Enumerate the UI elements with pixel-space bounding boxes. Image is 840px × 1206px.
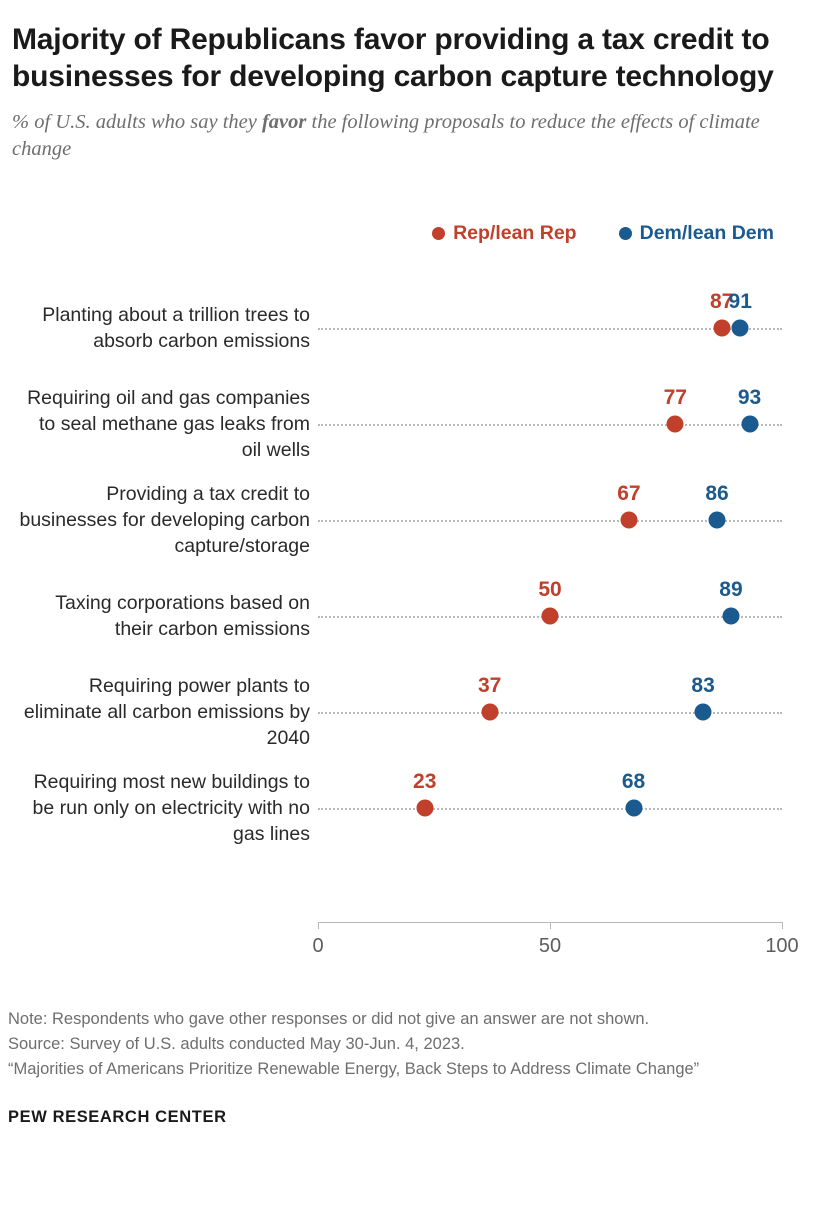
data-point-dem (732, 320, 749, 337)
data-label-rep: 23 (413, 770, 437, 793)
row-label: Providing a tax credit to businesses for developing carbon capture/storage (19, 482, 310, 558)
axis-tick (550, 922, 551, 929)
axis-tick (318, 922, 319, 929)
data-label-rep: 87 (709, 290, 734, 313)
subtitle-emphasis: favor (261, 111, 307, 134)
data-point-rep (542, 608, 559, 625)
data-point-rep (416, 800, 433, 817)
footer-source: Source: Survey of U.S. adults conducted May 30-Jun. 4, 2023. (8, 1035, 465, 1054)
axis-tick-label: 0 (312, 935, 324, 957)
chart-page (0, 22, 840, 1206)
dot-plot-row (0, 472, 840, 568)
legend-label-dem: Dem/lean Dem (639, 222, 774, 244)
data-label-rep: 37 (477, 674, 502, 697)
data-point-rep (667, 416, 684, 433)
data-label-rep: 67 (617, 482, 641, 505)
axis-tick (782, 922, 783, 929)
dot-plot-row (0, 280, 840, 376)
data-label-dem: 91 (728, 290, 752, 313)
data-point-rep (620, 512, 637, 529)
legend-label-rep: Rep/lean Rep (453, 222, 577, 244)
data-point-rep (713, 320, 730, 337)
row-label: Planting about a trillion trees to absorb carbon emissions (42, 303, 310, 352)
row-track (318, 424, 782, 426)
data-point-rep (481, 704, 498, 721)
data-point-dem (695, 704, 712, 721)
dot-plot (0, 280, 840, 900)
dot-plot-row (0, 664, 840, 760)
page-title: Majority of Republicans favor providing a tax credit to businesses for developing carbon capture technology (12, 23, 774, 93)
dot-plot-row (0, 376, 840, 472)
data-label-dem: 86 (705, 482, 729, 505)
data-point-dem (625, 800, 642, 817)
legend-item-dem (619, 222, 774, 245)
row-track (318, 712, 782, 714)
row-label: Requiring oil and gas companies to seal methane gas leaks from oil wells (27, 386, 310, 462)
row-track (318, 808, 782, 810)
data-label-dem: 83 (691, 674, 715, 697)
row-label: Requiring power plants to eliminate all carbon emissions by 2040 (23, 674, 310, 750)
subtitle-part-1: % of U.S. adults who say they (12, 111, 262, 134)
data-label-rep: 77 (663, 386, 687, 409)
chart-legend (0, 222, 840, 245)
legend-item-rep (432, 222, 577, 245)
x-axis (312, 922, 799, 957)
data-label-dem: 93 (737, 386, 762, 409)
legend-dot-rep-icon (432, 227, 445, 240)
footer-report-title: “Majorities of Americans Prioritize Renewable Energy, Back Steps to Address Climate Change” (8, 1060, 700, 1079)
data-point-dem (722, 608, 739, 625)
dot-plot-row (0, 568, 840, 664)
chart-subtitle (12, 109, 812, 163)
footer-brand: PEW RESEARCH CENTER (8, 1108, 227, 1127)
axis-tick-label: 100 (765, 935, 799, 957)
data-point-dem (741, 416, 758, 433)
data-label-dem: 68 (621, 770, 646, 793)
data-label-rep: 50 (538, 578, 562, 601)
data-point-dem (709, 512, 726, 529)
subtitle-part-2: the following proposals to reduce the effects of climate change (12, 111, 760, 161)
dot-plot-row (0, 760, 840, 856)
data-label-dem: 89 (719, 578, 743, 601)
footer-note: Note: Respondents who gave other responses or did not give an answer are not shown. (8, 1010, 650, 1028)
row-label: Requiring most new buildings to be run only on electricity with no gas lines (32, 770, 310, 846)
legend-dot-dem-icon (619, 227, 632, 240)
chart-footer (8, 1007, 808, 1127)
axis-tick-label: 50 (538, 935, 562, 957)
row-label: Taxing corporations based on their carbon emissions (55, 591, 310, 640)
